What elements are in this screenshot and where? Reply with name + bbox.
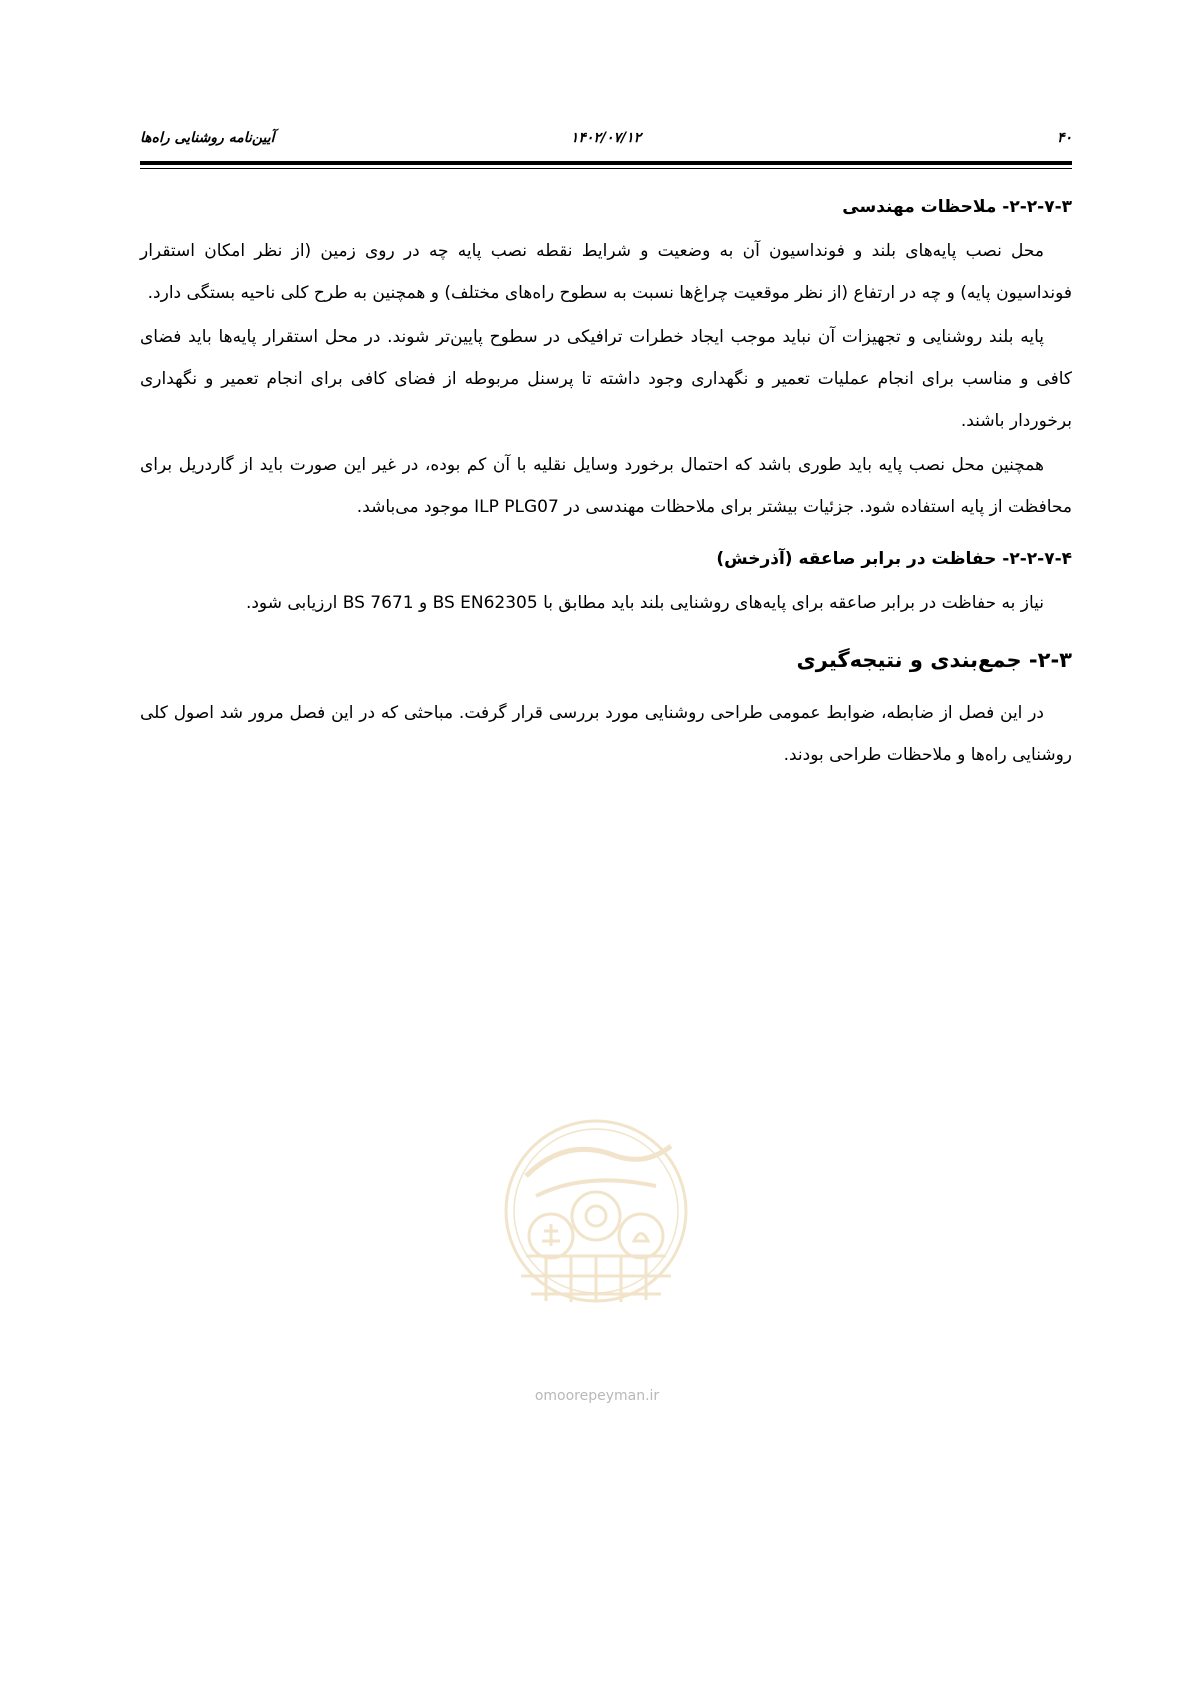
paragraph: در این فصل از ضابطه، ضوابط عمومی طراحی روشنایی مورد بررسی قرار گرفت. مباحثی که در این فصل مرور شد اصول کلی روشنایی راه‌ها و ملاحظات طراحی بودند. [140, 703, 1072, 765]
section-heading-lightning: ۲-۲-۷-۴- حفاظت در برابر صاعقه (آذرخش) [716, 549, 1072, 569]
page-header [140, 124, 1072, 152]
page-number: ۴۰ [1056, 130, 1072, 146]
document-title: آیین‌نامه روشنایی راه‌ها [140, 130, 275, 146]
paragraph: محل نصب پایه‌های بلند و فونداسیون آن به وضعیت و شرایط نقطه نصب پایه چه در روی زمین (از نظر امکان استقرار فونداسیون پایه) و چه در ارتفاع (از نظر موقعیت چراغ‌ها نسبت به سطوح راه‌های مختلف) و همچنین به طرح کلی ناحیه بستگی دارد. [140, 241, 1072, 303]
header-date: ۱۴۰۲/۰۷/۱۲ [570, 130, 642, 146]
paragraph: پایه بلند روشنایی و تجهیزات آن نباید موجب ایجاد خطرات ترافیکی در سطوح پایین‌تر شوند. در محل استقرار پایه‌ها باید فضای کافی و مناسب برای انجام عملیات تعمیر و نگهداری وجود داشته تا پرسنل مربوطه از فضای کافی برای انجام تعمیر و نگهداری برخوردار باشند. [140, 327, 1072, 431]
paragraph: نیاز به حفاظت در برابر صاعقه برای پایه‌های روشنایی بلند باید مطابق با BS EN62305 و BS 7671 ارزیابی شود. [245, 593, 1044, 613]
header-divider-thick [140, 161, 1072, 165]
section-heading-engineering: ۲-۲-۷-۳- ملاحظات مهندسی [842, 197, 1072, 217]
header-divider-thin [140, 168, 1072, 169]
paragraph: همچنین محل نصب پایه باید طوری باشد که احتمال برخورد وسایل نقلیه با آن کم بوده، در غیر این صورت باید از گاردریل برای محافظت از پایه استفاده شود. جزئیات بیشتر برای ملاحظات مهندسی در ILP PLG07 موجود می‌باشد. [140, 455, 1072, 517]
section-heading-conclusion: ۲-۳- جمع‌بندی و نتیجه‌گیری [796, 648, 1072, 672]
page-content [140, 190, 1072, 778]
watermark-url: omoorepeyman.ir [534, 1388, 660, 1404]
watermark-logo-icon [496, 1116, 696, 1386]
